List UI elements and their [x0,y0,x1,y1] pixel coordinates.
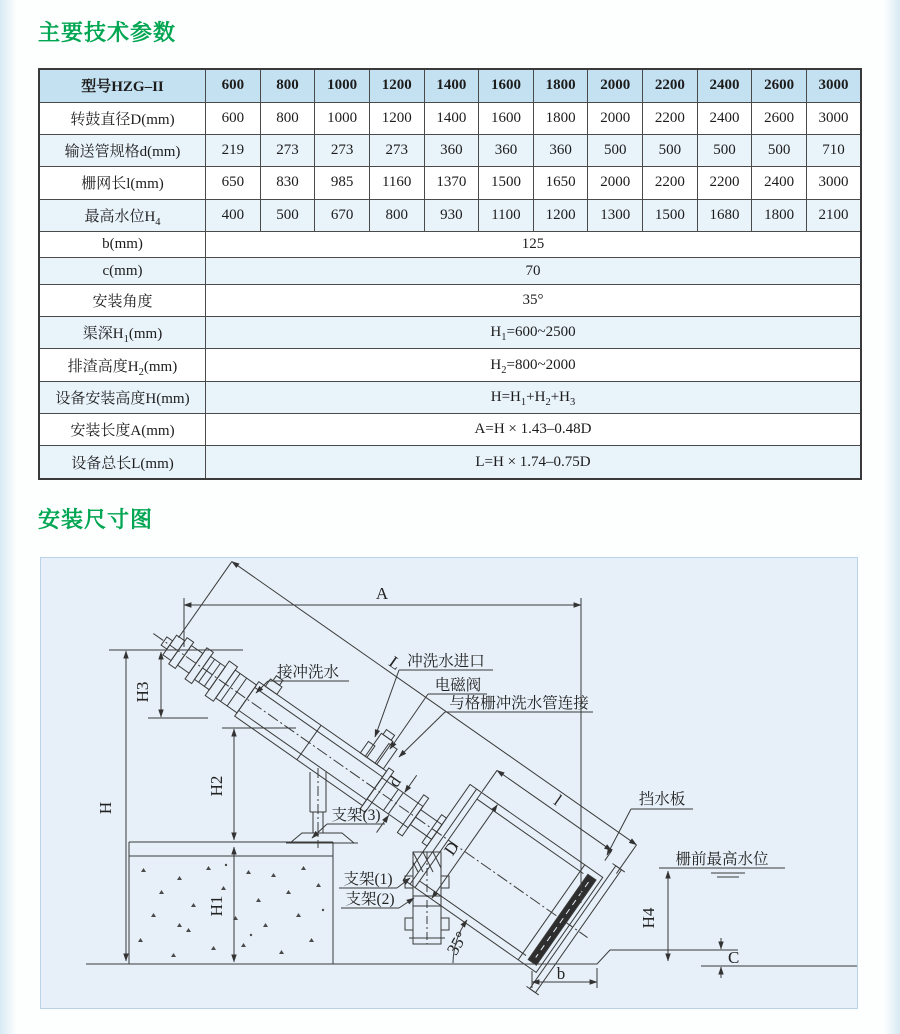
table-cell: 1300 [588,199,643,231]
table-cell: 500 [260,199,315,231]
table-row [39,317,861,349]
table-cell: 1200 [533,199,588,231]
machine-body [110,558,647,999]
dim-label-l: l [550,791,566,810]
table-row [39,414,861,446]
table-cell: 360 [533,134,588,166]
table-cell: 2400 [752,167,807,199]
row-label: 安装长度A(mm) [39,414,206,446]
row-label: 最高水位$H_4$ [39,199,206,231]
table-cell: 1800 [533,102,588,134]
installation-dimension-diagram [41,558,859,1008]
table-cell: 360 [424,134,479,166]
parameters-table [38,68,862,480]
table-cell: 670 [315,199,370,231]
table-cell: 1500 [479,167,534,199]
row-label: b(mm) [39,231,206,257]
diagram-linework [41,558,857,999]
table-cell: 1000 [315,102,370,134]
table-cell: 1160 [369,167,424,199]
table-header-cell: 2200 [643,69,698,102]
table-cell: 600 [206,102,261,134]
concrete-hatch [41,864,324,957]
dim-label-H4: H4 [639,907,658,929]
valve-assembly [360,725,402,769]
table-cell: 219 [206,134,261,166]
table-header-cell: 1400 [424,69,479,102]
installation-diagram-panel [40,557,858,1009]
table-cell: 1100 [479,199,534,231]
table-cell: 3000 [806,167,861,199]
table-cell: 2600 [752,102,807,134]
water-level-mark [659,868,785,877]
dimension-A [184,598,581,903]
table-cell: 2000 [588,102,643,134]
table-row [39,134,861,166]
dim-label-b: b [556,964,566,983]
dim-label-H2: H2 [207,775,226,797]
table-cell: 273 [369,134,424,166]
table-cell: 273 [260,134,315,166]
dimension-L [179,562,637,922]
callout-grid-pipe-connection: 与格栅冲洗水管连接 [449,695,589,712]
table-cell: 500 [752,134,807,166]
table-header-cell: 1800 [533,69,588,102]
table-cell: 273 [315,134,370,166]
table-cell: 2100 [806,199,861,231]
table-cell: 710 [806,134,861,166]
callout-bracket-2: 支架(2) [345,891,395,908]
row-label: 设备总长L(mm) [39,446,206,479]
table-row [39,381,861,413]
table-cell: 3000 [806,102,861,134]
table-cell: 1500 [643,199,698,231]
dim-label-A: A [375,584,389,603]
table-header-model: 型号HZG–II [39,69,206,102]
table-cell: 2200 [643,102,698,134]
section-title-parameters: 主要技术参数 [38,20,177,45]
table-cell: 1800 [752,199,807,231]
dim-label-L: L [385,652,405,674]
row-label: 排渣高度$H_2(mm)$ [39,349,206,381]
dimension-drum-diameter [432,805,497,898]
merged-value-cell: $H_1=600\sim 2500$ [206,317,862,349]
row-label: 输送管规格d(mm) [39,134,206,166]
table-header-cell: 800 [260,69,315,102]
table-header-cell: 2000 [588,69,643,102]
table-cell: 1650 [533,167,588,199]
table-row [39,199,861,231]
table-header-cell: 2600 [752,69,807,102]
dimension-H2 [222,728,296,840]
row-label: 渠深$H_1(mm)$ [39,317,206,349]
table-cell: 1200 [369,102,424,134]
table-cell: 1680 [697,199,752,231]
table-cell: 400 [206,199,261,231]
table-cell: 500 [643,134,698,166]
table-cell: 830 [260,167,315,199]
table-header-cell: 2400 [697,69,752,102]
table-cell: 985 [315,167,370,199]
table-cell: 800 [369,199,424,231]
table-row [39,258,861,284]
table-cell: 2400 [697,102,752,134]
table-cell: 500 [588,134,643,166]
table-cell: 2200 [697,167,752,199]
merged-value-cell: 35° [206,284,862,316]
table-cell: 930 [424,199,479,231]
table-cell: 360 [479,134,534,166]
table-cell: 500 [697,134,752,166]
table-header-row [39,69,861,102]
dim-label-D: D [440,837,463,859]
table-cell: 2200 [643,167,698,199]
merged-value-cell: $H_2=800\sim 2000$ [206,349,862,381]
row-label: 安装角度 [39,284,206,316]
merged-value-cell: 70 [206,258,862,284]
row-label: 设备安装高度H(mm) [39,381,206,413]
table-header-cell: 600 [206,69,261,102]
table-row [39,446,861,479]
table-header-cell: 1600 [479,69,534,102]
row-label: 转鼓直径D(mm) [39,102,206,134]
callout-connect-flush-water: 接冲洗水 [276,664,340,681]
merged-value-cell: L=H × 1.74–0.75D [206,446,862,479]
dim-label-H: H [96,801,115,815]
callout-max-water-level: 栅前最高水位 [675,851,769,868]
table-row [39,349,861,381]
dim-label-d: d [384,772,405,791]
dim-label-H1: H1 [207,895,226,917]
dimension-H3 [148,652,208,718]
merged-value-cell: A=H × 1.43–0.48D [206,414,862,446]
callout-bracket-3: 支架(3) [331,807,381,824]
dim-label-angle: 35° [443,928,472,959]
table-row [39,102,861,134]
table-cell: 1600 [479,102,534,134]
callout-bracket-1: 支架(1) [343,871,393,888]
dim-label-H3: H3 [133,681,152,703]
table-header-cell: 1200 [369,69,424,102]
table-cell: 2000 [588,167,643,199]
dimension-screen-length [482,770,612,872]
table-cell: 650 [206,167,261,199]
table-cell: 1370 [424,167,479,199]
merged-value-cell: $H=H_1+H_2+H_3$ [206,381,862,413]
table-cell: 800 [260,102,315,134]
callout-solenoid-valve: 电磁阀 [434,677,482,694]
table-header-cell: 3000 [806,69,861,102]
callout-flush-water-inlet: 冲洗水进口 [407,653,485,670]
table-row [39,167,861,199]
merged-value-cell: 125 [206,231,862,257]
row-label: c(mm) [39,258,206,284]
table-header-cell: 1000 [315,69,370,102]
table-row [39,231,861,257]
section-title-drawing: 安装尺寸图 [38,507,154,532]
callout-baffle-plate: 挡水板 [638,791,686,808]
table-row [39,284,861,316]
dim-label-C: C [728,948,740,967]
support-bracket-1-2 [405,852,449,944]
row-label: 栅网长l(mm) [39,167,206,199]
table-cell: 1400 [424,102,479,134]
